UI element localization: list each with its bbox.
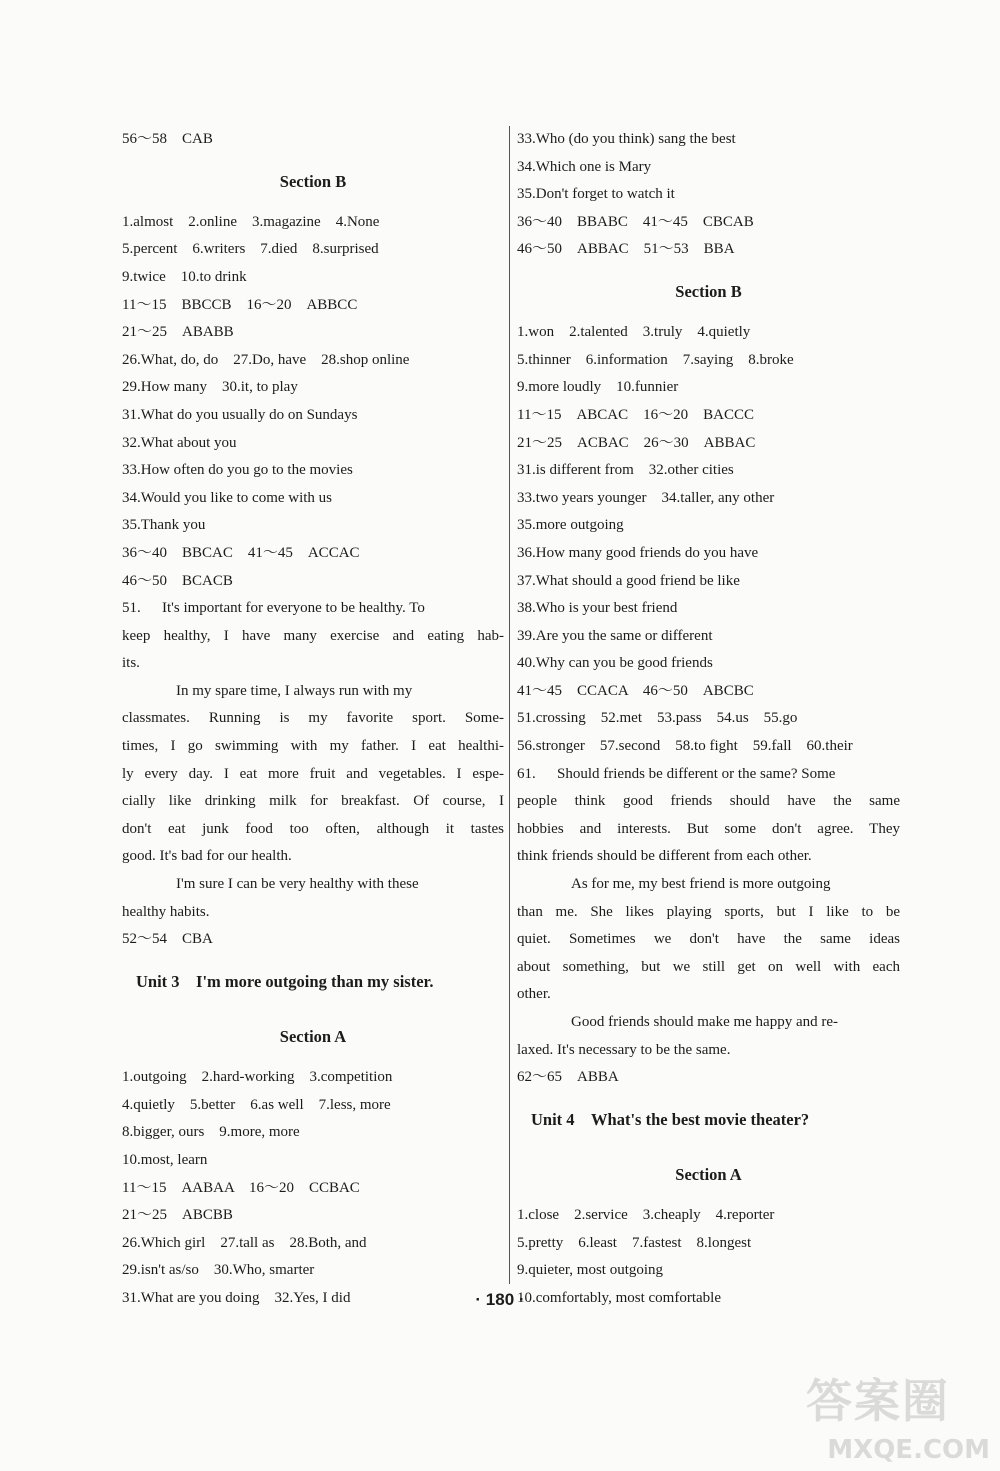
answer-line: 11～15 AABAA 16～20 CCBAC	[122, 1179, 360, 1196]
answer-line: healthy habits.	[122, 903, 210, 920]
answer-line: think friends should be different from each other.	[517, 848, 812, 865]
answer-line: 35.Thank you	[122, 517, 206, 534]
answer-line: good. It's bad for our health.	[122, 848, 292, 865]
page-number: · 180 ·	[475, 1290, 525, 1309]
answer-line: 29.How many 30.it, to play	[122, 379, 298, 396]
answer-line: 46～50 BCACB	[122, 572, 233, 589]
essay-line: cially like drinking milk for breakfast. Of course, I	[122, 793, 504, 810]
answer-line: 9.more loudly 10.funnier	[517, 379, 679, 396]
answer-line: 9.quieter, most outgoing	[517, 1262, 664, 1279]
answer-line: 26.Which girl 27.tall as 28.Both, and	[122, 1234, 367, 1251]
answer-line: 11～15 ABCAC 16～20 BACCC	[517, 406, 754, 423]
answer-line: 5.thinner 6.information 7.saying 8.broke	[517, 351, 794, 368]
answer-line: other.	[517, 986, 551, 1003]
section-heading: Section A	[279, 1027, 347, 1046]
watermark-logo	[770, 1365, 990, 1465]
answer-line: 35.more outgoing	[517, 517, 624, 534]
question-number: 51.	[122, 600, 141, 617]
answer-line: 10.comfortably, most comfortable	[517, 1289, 721, 1306]
answer-line: 51.crossing 52.met 53.pass 54.us 55.go	[517, 710, 798, 727]
right-column	[517, 126, 900, 1313]
answer-line: 29.isn't as/so 30.Who, smarter	[122, 1262, 315, 1279]
essay-line: hobbies and interests. But some don't agree. They	[517, 820, 900, 837]
section-heading: Section B	[675, 281, 742, 301]
essay-first-line	[122, 595, 504, 623]
answer-line: 34.Would you like to come with us	[122, 489, 333, 506]
essay-line: times, I go swimming with my father. I eat healthi-	[122, 738, 504, 755]
essay-text: Should friends be different or the same? Some	[557, 765, 836, 782]
answer-line: 56.stronger 57.second 58.to fight 59.fall 60.their	[517, 738, 853, 755]
answer-line: 1.almost 2.online 3.magazine 4.None	[122, 213, 380, 230]
answer-line: 36.How many good friends do you have	[517, 544, 759, 561]
answer-line: 10.most, learn	[122, 1151, 208, 1168]
answer-line: 38.Who is your best friend	[517, 600, 678, 617]
answer-line: 5.percent 6.writers 7.died 8.surprised	[122, 241, 379, 258]
essay-text: It's important for everyone to be healthy. To	[162, 600, 425, 617]
answer-line: its.	[122, 655, 140, 672]
answer-line: 1.outgoing 2.hard-working 3.competition	[122, 1069, 393, 1086]
answer-line: laxed. It's necessary to be the same.	[517, 1041, 731, 1058]
essay-line: quiet. Sometimes we don't have the same ideas	[517, 931, 900, 948]
watermark-text: 答案圈	[806, 1374, 950, 1428]
answer-line: 21～25 ABCBB	[122, 1207, 233, 1224]
answer-line: 31.What are you doing 32.Yes, I did	[122, 1289, 351, 1306]
essay-paragraph-start: Good friends should make me happy and re-	[571, 1014, 839, 1030]
answer-line: 8.bigger, ours 9.more, more	[122, 1124, 300, 1141]
answer-line: 35.Don't forget to watch it	[517, 186, 675, 203]
essay-line: don't eat junk food too often, although it tastes	[122, 820, 504, 837]
answer-line: 9.twice 10.to drink	[122, 268, 247, 285]
essay-paragraph-start: I'm sure I can be very healthy with these	[176, 876, 419, 893]
section-heading: Section A	[675, 1164, 742, 1184]
answer-line: 32.What about you	[122, 434, 237, 451]
answer-line: 33.How often do you go to the movies	[122, 462, 353, 479]
answer-line: 1.won 2.talented 3.truly 4.quietly	[517, 324, 751, 341]
unit-title: Unit 3 I'm more outgoing than my sister.	[136, 971, 434, 991]
answer-line: 21～25 ABABB	[122, 324, 234, 341]
question-number: 61.	[517, 765, 536, 782]
answer-line: 34.Which one is Mary	[517, 158, 652, 175]
watermark-url: MXQE.COM	[827, 1435, 990, 1465]
essay-line: ly every day. I eat more fruit and vegetables. I espe-	[122, 765, 504, 782]
answer-line: 40.Why can you be good friends	[517, 655, 713, 672]
unit-title: Unit 4 What's the best movie theater?	[531, 1109, 810, 1129]
essay-paragraph-start: As for me, my best friend is more outgoing	[571, 876, 831, 893]
answer-line: 5.pretty 6.least 7.fastest 8.longest	[517, 1234, 752, 1251]
essay-paragraph-start: In my spare time, I always run with my	[176, 682, 413, 699]
essay-line: than me. She likes playing sports, but I like to be	[517, 903, 900, 920]
answer-line: 56～58 CAB	[122, 131, 213, 147]
answer-line: 41～45 CCACA 46～50 ABCBC	[517, 682, 754, 699]
answer-line: 1.close 2.service 3.cheaply 4.reporter	[517, 1207, 775, 1224]
answer-line: 33.two years younger 34.taller, any other	[517, 489, 775, 506]
answer-line: 31.What do you usually do on Sundays	[122, 406, 358, 423]
answer-line: 26.What, do, do 27.Do, have 28.shop online	[122, 351, 410, 368]
answer-line: 31.is different from 32.other cities	[517, 462, 734, 479]
answer-line: 11～15 BBCCB 16～20 ABBCC	[122, 296, 358, 313]
answer-line: 36～40 BBCAC 41～45 ACCAC	[122, 544, 360, 561]
answer-line: 21～25 ACBAC 26～30 ABBAC	[517, 434, 756, 451]
column-divider	[509, 126, 510, 1284]
essay-line: classmates. Running is my favorite sport. Some-	[122, 710, 504, 727]
answer-line: 4.quietly 5.better 6.as well 7.less, more	[122, 1096, 391, 1113]
essay-first-line	[517, 761, 900, 789]
answer-line: 46～50 ABBAC 51～53 BBA	[517, 241, 735, 258]
essay-line: people think good friends should have the same	[517, 793, 900, 810]
left-column	[122, 126, 504, 1313]
answer-line: 52～54 CBA	[122, 931, 213, 948]
answer-line: 62～65 ABBA	[517, 1069, 619, 1086]
essay-line: keep healthy, I have many exercise and eating hab-	[122, 627, 504, 644]
answer-line: 33.Who (do you think) sang the best	[517, 131, 736, 147]
section-heading: Section B	[279, 171, 347, 191]
answer-line: 39.Are you the same or different	[517, 627, 713, 644]
answer-line: 37.What should a good friend be like	[517, 572, 740, 589]
essay-line: about something, but we still get on well with each	[517, 958, 900, 975]
answer-line: 36～40 BBABC 41～45 CBCAB	[517, 213, 754, 230]
